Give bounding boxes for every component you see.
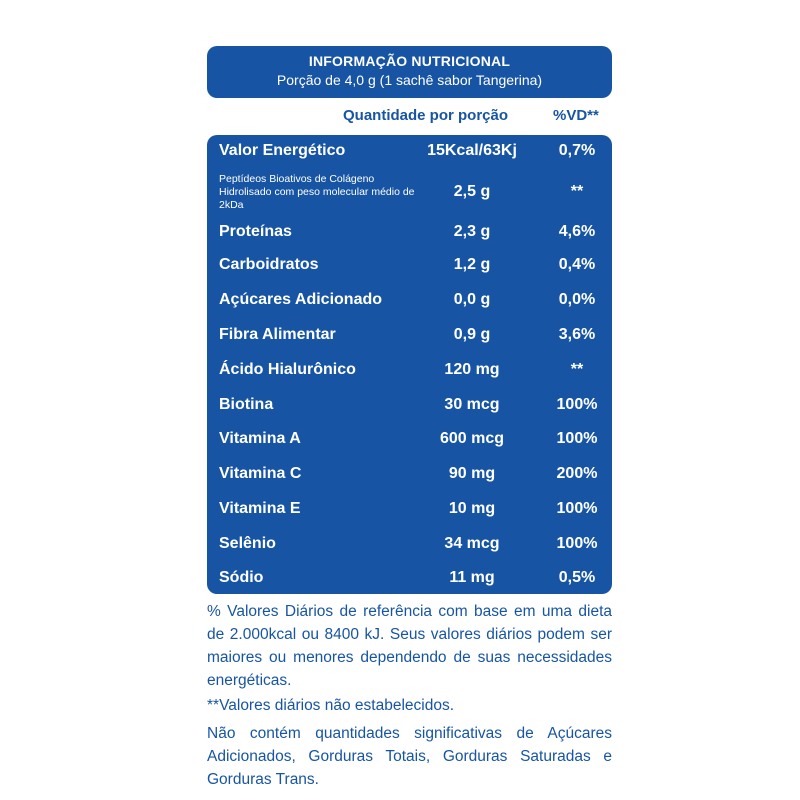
nutrient-name: Proteínas (219, 223, 292, 240)
not-established-note: **Valores diários não estabelecidos. (207, 697, 455, 714)
nutrient-quantity: 2,3 g (453, 223, 491, 240)
not-significant-note: Não contém quantidades significativas de Açúcares Adicionados, Gorduras Totais, Gorduras Saturadas e Gorduras Trans. (207, 725, 612, 788)
nutrient-daily-value: 100% (556, 395, 598, 413)
nutrient-quantity: 11 mg (449, 568, 495, 586)
nutrient-quantity: 120 mg (444, 360, 500, 378)
nutrient-daily-value: 0,5% (558, 568, 596, 586)
table-row (207, 422, 612, 456)
table-row (207, 283, 612, 317)
nutrient-name: Vitamina E (219, 499, 301, 517)
nutrient-daily-value: 4,6% (558, 223, 596, 240)
table-row (207, 317, 612, 352)
nutrient-quantity: 0,0 g (453, 291, 491, 308)
nutrition-header (207, 46, 612, 98)
nutrient-quantity: 0,9 g (453, 325, 491, 343)
table-row (207, 217, 612, 247)
quantity-column-header: Quantidade por porção (343, 107, 509, 124)
nutrient-daily-value: ** (570, 183, 584, 200)
nutrient-quantity: 15Kcal/63Kj (427, 142, 517, 159)
nutrient-quantity: 2,5 g (453, 183, 491, 200)
table-row (207, 491, 612, 526)
nutrient-quantity: 30 mcg (444, 395, 500, 413)
nutrient-daily-value: 0,4% (558, 256, 596, 273)
nutrient-name: Ácido Hialurônico (219, 360, 356, 378)
nutrient-quantity: 1,2 g (453, 256, 491, 273)
nutrient-name: Vitamina A (219, 430, 301, 447)
nutrient-daily-value: 200% (556, 464, 598, 482)
nutrient-quantity: 34 mcg (444, 534, 500, 552)
nutrient-name: Açúcares Adicionado (219, 291, 383, 308)
nutrient-name: Carboidratos (219, 256, 319, 273)
nutrient-name: Sódio (219, 568, 264, 586)
table-row (207, 352, 612, 387)
table-row (207, 135, 612, 167)
table-row (207, 167, 612, 217)
nutrition-table (207, 135, 612, 594)
nutrient-daily-value: 0,0% (558, 291, 596, 308)
nutrient-name: Valor Energético (219, 142, 346, 159)
nutrient-quantity: 600 mcg (439, 430, 505, 447)
nutrient-daily-value: 0,7% (558, 142, 596, 159)
nutrient-name: Peptídeos Bioativos de Colágeno Hidrolisado com peso molecular médio de 2kDa (219, 172, 415, 211)
nutrient-daily-value: ** (570, 360, 584, 378)
daily-value-reference-note: % Valores Diários de referência com base em uma dieta de 2.000kcal ou 8400 kJ. Seus valores diários podem ser maiores ou menores dependendo de suas necessidades energéticas. (207, 603, 612, 689)
nutrient-quantity: 90 mg (448, 464, 496, 482)
nutrient-quantity: 10 mg (448, 499, 496, 517)
nutrient-name: Selênio (219, 534, 276, 552)
serving-size: Porção de 4,0 g (1 sachê sabor Tangerina) (276, 72, 543, 88)
nutrient-daily-value: 100% (556, 499, 598, 517)
table-row (207, 561, 612, 594)
daily-value-column-header: %VD** (553, 107, 599, 124)
nutrient-name: Fibra Alimentar (219, 325, 336, 343)
nutrient-daily-value: 3,6% (558, 325, 596, 343)
nutrient-name: Vitamina C (219, 464, 302, 482)
nutrient-name: Biotina (219, 395, 274, 413)
nutrient-daily-value: 100% (556, 430, 598, 447)
table-row (207, 526, 612, 561)
table-row (207, 456, 612, 491)
nutrient-daily-value: 100% (556, 534, 598, 552)
nutrition-title: INFORMAÇÃO NUTRICIONAL (308, 53, 511, 69)
table-row (207, 387, 612, 422)
table-row (207, 247, 612, 283)
